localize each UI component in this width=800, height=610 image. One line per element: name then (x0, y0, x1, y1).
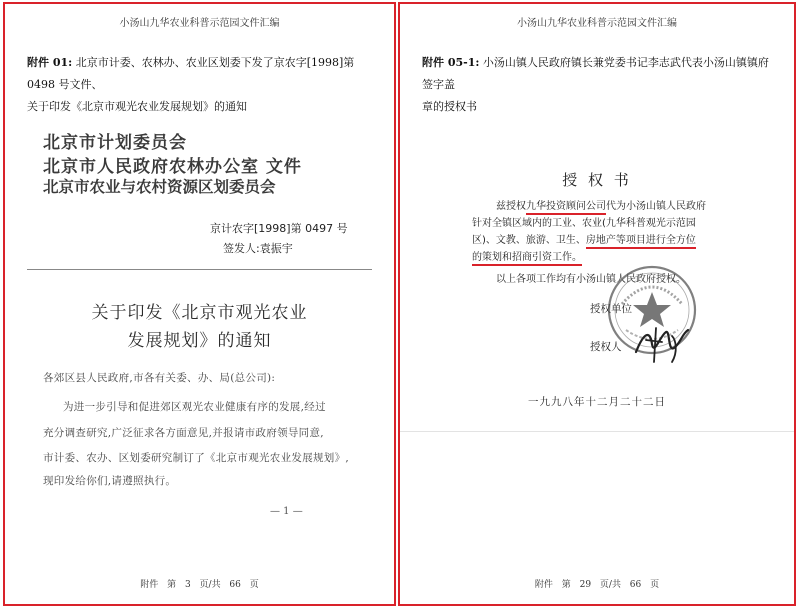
grant-line-1 (496, 197, 706, 212)
letterhead-line-3: 北京市农业与农村资源区划委员会 (43, 178, 276, 196)
grantee-company: 九华投资顾问公司 (526, 201, 606, 215)
grant-scope-underlined-2: 的策划和招商引资工作。 (472, 252, 582, 266)
page-footer: 附件 第 3 页/共 66 页 (140, 580, 259, 590)
body-line-2: 为进一步引导和促进郊区观光农业健康有序的发展,经过 (63, 401, 326, 413)
page-header: 小汤山九华农业科普示范园文件汇编 (119, 18, 280, 29)
annex-caption (422, 52, 776, 118)
left-document-page (3, 2, 396, 606)
grant-line-5: 以上各项工作均有小汤山镇人民政府授权。 (496, 274, 686, 285)
grant-title: 授 权 书 (562, 171, 632, 189)
annex-line-1: 北京市计委、农林办、农业区划委下发了京农字[1998]第 0498 号文件、 (27, 56, 355, 91)
annex-line-2: 章的授权书 (422, 100, 477, 113)
grant-line-4 (472, 248, 582, 263)
grant-scope-underlined: 房地产等项目进行全方位 (586, 235, 696, 249)
grant-text: 针对全镇区域内的工业、农业( (472, 218, 606, 229)
grant-text: 代为小汤山镇人民政府 (606, 201, 706, 212)
body-line-4: 市计委、农办、区划委研究制订了《北京市观光农业发展规划》, (43, 452, 350, 464)
page-separator (400, 431, 794, 432)
demo-park-name: 九华科普观光示范园 (605, 218, 696, 229)
body-line-1: 各郊区县人民政府,市各有关委、办、局(总公司): (43, 372, 276, 384)
annex-line-2: 关于印发《北京市观光农业发展规划》的通知 (27, 100, 247, 113)
letterhead-divider (27, 269, 372, 270)
annex-label: 附件 01: (27, 56, 73, 69)
right-document-page (398, 2, 796, 606)
page-footer: 附件 第 29 页/共 66 页 (534, 580, 660, 590)
scan-page-number: — 1 — (270, 506, 303, 517)
document-number: 京计农字[1998]第 0497 号 (210, 222, 348, 235)
grant-line-3 (472, 231, 696, 246)
annex-line-1: 小汤山镇人民政府镇长兼党委书记李志武代表小汤山镇镇府签字盖 (422, 56, 769, 91)
grant-line-2 (472, 214, 696, 229)
body-line-5: 现印发给你们,请遵照执行。 (43, 475, 177, 487)
grantor-unit-label: 授权单位 (590, 303, 632, 315)
notice-title-line-2: 发展规划》的通知 (127, 331, 272, 351)
body-line-3: 充分调查研究,广泛征求各方面意见,并报请市政府领导同意, (43, 427, 324, 439)
signer: 签发人:袁振宇 (223, 242, 293, 255)
grant-date: 一九九八年十二月二十二日 (528, 396, 666, 408)
letterhead-line-1: 北京市计划委员会 (43, 133, 187, 153)
handwritten-signature-icon (632, 322, 692, 366)
grant-text: 区)、文教、旅游、卫生、 (472, 235, 586, 246)
annex-label: 附件 05-1: (422, 56, 480, 69)
grantor-person-label: 授权人 (590, 341, 622, 353)
annex-caption (27, 52, 376, 118)
notice-title-line-1: 关于印发《北京市观光农业 (91, 303, 308, 323)
page-header: 小汤山九华农业科普示范园文件汇编 (517, 18, 677, 29)
grant-text: 兹授权 (496, 201, 526, 212)
letterhead-line-2: 北京市人民政府农林办公室 文件 (43, 157, 302, 177)
